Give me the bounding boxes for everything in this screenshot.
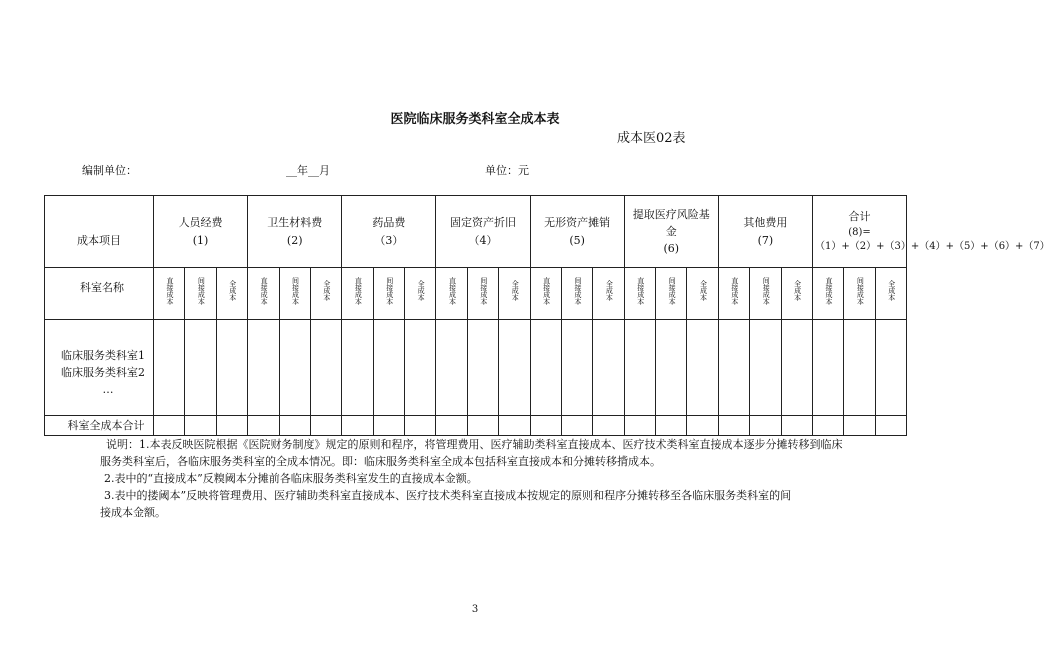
total-cell: [499, 416, 530, 436]
sub-column-label: 全成本: [228, 280, 237, 302]
total-cell: [844, 416, 875, 436]
group-number: （4）: [468, 233, 498, 247]
total-cell: [185, 416, 216, 436]
group-number: （3）: [374, 233, 404, 247]
total-cell: [154, 416, 185, 436]
sub-column-header: [875, 268, 906, 320]
total-cell: [593, 416, 624, 436]
group-header: [342, 196, 436, 268]
sub-column-label: 全成本: [699, 280, 708, 302]
department-row-label: 临床服务类科室1: [61, 348, 145, 362]
total-cell: [279, 416, 310, 436]
total-cell: [812, 416, 843, 436]
data-cell: [279, 320, 310, 416]
sub-column-header: [530, 268, 561, 320]
data-cell: [342, 320, 373, 416]
data-cell: [248, 320, 279, 416]
sub-column-header: [593, 268, 624, 320]
sub-column-label: 全成本: [511, 280, 520, 302]
sub-column-label: 全成本: [887, 280, 896, 302]
data-cell: [593, 320, 624, 416]
department-row-label: …: [102, 383, 114, 397]
data-cell: [467, 320, 498, 416]
sub-column-label: 间接成本: [668, 276, 677, 305]
sub-column-label: 直接成本: [542, 276, 551, 305]
data-cell: [373, 320, 404, 416]
sub-column-header: [624, 268, 655, 320]
form-code: 成本医02表: [617, 131, 686, 146]
sub-column-label: 直接成本: [730, 276, 739, 305]
data-cell: [216, 320, 247, 416]
page-number: 3: [471, 604, 479, 615]
sub-column-label: 直接成本: [636, 276, 645, 305]
total-group-header: [812, 196, 1050, 268]
total-cell: [875, 416, 906, 436]
group-header: [248, 196, 342, 268]
note-3b: 接成本金额。: [100, 506, 166, 519]
sub-column-label: 全成本: [322, 280, 331, 302]
sub-column-label: 间接成本: [385, 276, 394, 305]
data-cell: [185, 320, 216, 416]
sub-column-label: 直接成本: [354, 276, 363, 305]
group-name: 提取医疗风险基金: [632, 207, 710, 238]
total-formula: (8)=（1）+（2）+（3）+（4）+（5）+（6）+（7）: [814, 226, 1050, 253]
total-cell: [467, 416, 498, 436]
total-cell: [530, 416, 561, 436]
sub-column-label: 间接成本: [291, 276, 300, 305]
sub-column-label: 全成本: [605, 280, 614, 302]
total-row-label: 科室全成本合计: [45, 416, 154, 436]
sub-column-label: 直接成本: [448, 276, 457, 305]
total-cell: [561, 416, 592, 436]
sub-column-label: 直接成本: [260, 276, 269, 305]
group-name: 药品费: [372, 216, 406, 230]
group-name: 其他费用: [743, 216, 788, 230]
sub-column-label: 直接成本: [825, 276, 834, 305]
sub-column-header: [185, 268, 216, 320]
total-cell: [310, 416, 341, 436]
total-cell: [436, 416, 467, 436]
data-cell: [875, 320, 906, 416]
note-2: 2.表中的“直接成本”反糗阈本分摊前各临床服务类科室发生的直接成本金额。: [104, 472, 478, 485]
group-header: [154, 196, 248, 268]
sub-column-label: 全成本: [417, 280, 426, 302]
group-number: (5): [569, 233, 585, 247]
group-name: 无形资产摊销: [544, 216, 611, 230]
sub-column-label: 间接成本: [197, 276, 206, 305]
data-cell: [812, 320, 843, 416]
group-number: (7): [757, 233, 774, 247]
sub-column-header: [467, 268, 498, 320]
sub-column-header: [405, 268, 436, 320]
total-cell: [781, 416, 812, 436]
total-cell: [373, 416, 404, 436]
total-cell: [687, 416, 718, 436]
sub-column-header: [687, 268, 718, 320]
sub-column-label: 间接成本: [573, 276, 582, 305]
group-number: (6): [663, 242, 680, 256]
data-cell: [310, 320, 341, 416]
meta-currency-unit: 单位：元: [485, 164, 529, 177]
sub-column-header: [279, 268, 310, 320]
data-cell: [405, 320, 436, 416]
note-1a: 说明：1.本表反映医院根据《医院财务制度》规定的原则和程序，将管理费用、医疗辅助类科室直接成本、医疗技术类科室直接成本逐步分摊转移到临床: [106, 438, 843, 451]
note-3a: 3.表中的搂阈本”反映将管理费用、医疗辅助类科室直接成本、医疗技术类科室直接成本按规定的原则和程序分摊转移至各临床服务类科室的间: [104, 489, 792, 502]
sub-column-header: [310, 268, 341, 320]
sub-column-header: [656, 268, 687, 320]
sub-column-header: [342, 268, 373, 320]
data-cell: [781, 320, 812, 416]
total-cell: [718, 416, 749, 436]
corner-department-name: [45, 268, 154, 320]
meta-unit-name: 编制单位：: [82, 164, 137, 177]
total-cell: [750, 416, 781, 436]
group-name: 固定资产折旧: [449, 216, 516, 230]
group-name: 人员经费: [178, 216, 223, 230]
data-cell: [687, 320, 718, 416]
data-cell: [561, 320, 592, 416]
group-header: [436, 196, 530, 268]
corner-cost-item: 成本项目: [45, 196, 154, 268]
sub-column-header: [436, 268, 467, 320]
cost-table: [44, 195, 1050, 436]
group-header: [624, 196, 718, 268]
sub-column-header: [718, 268, 749, 320]
corner-department-label: 科室名称: [80, 280, 124, 294]
data-cell: [154, 320, 185, 416]
data-cell: [530, 320, 561, 416]
data-cell: [624, 320, 655, 416]
sub-column-header: [844, 268, 875, 320]
meta-date: __年__月: [286, 164, 330, 177]
group-header: [718, 196, 812, 268]
sub-column-header: [154, 268, 185, 320]
data-cell: [499, 320, 530, 416]
department-row-label: 临床服务类科室2: [61, 365, 145, 379]
sub-column-label: 全成本: [793, 280, 802, 302]
data-cell: [656, 320, 687, 416]
note-1b: 服务类科室后，各临床服务类科室的全成本情况。即：临床服务类科室全成本包括科室直接成本和分摊转移揹成本。: [100, 455, 661, 468]
sub-column-header: [561, 268, 592, 320]
total-cell: [248, 416, 279, 436]
sub-column-header: [781, 268, 812, 320]
document-title: 医院临床服务类科室全成本表: [390, 112, 560, 127]
department-rows: [45, 320, 154, 416]
total-cell: [405, 416, 436, 436]
sub-column-label: 间接成本: [762, 276, 771, 305]
data-cell: [718, 320, 749, 416]
notes: [100, 436, 890, 521]
total-group-name: 合计: [848, 210, 871, 224]
sub-column-label: 间接成本: [479, 276, 488, 305]
sub-column-header: [750, 268, 781, 320]
sub-column-header: [499, 268, 530, 320]
data-cell: [750, 320, 781, 416]
sub-column-header: [216, 268, 247, 320]
sub-column-header: [373, 268, 404, 320]
total-cell: [624, 416, 655, 436]
sub-column-header: [812, 268, 843, 320]
sub-column-label: 间接成本: [856, 276, 865, 305]
sub-column-header: [248, 268, 279, 320]
group-header: [530, 196, 624, 268]
total-cell: [342, 416, 373, 436]
group-number: (1): [192, 233, 209, 247]
data-cell: [844, 320, 875, 416]
group-number: (2): [286, 233, 303, 247]
group-name: 卫生材料费: [267, 216, 323, 230]
total-cell: [216, 416, 247, 436]
data-cell: [436, 320, 467, 416]
sub-column-label: 直接成本: [166, 276, 175, 305]
total-cell: [656, 416, 687, 436]
